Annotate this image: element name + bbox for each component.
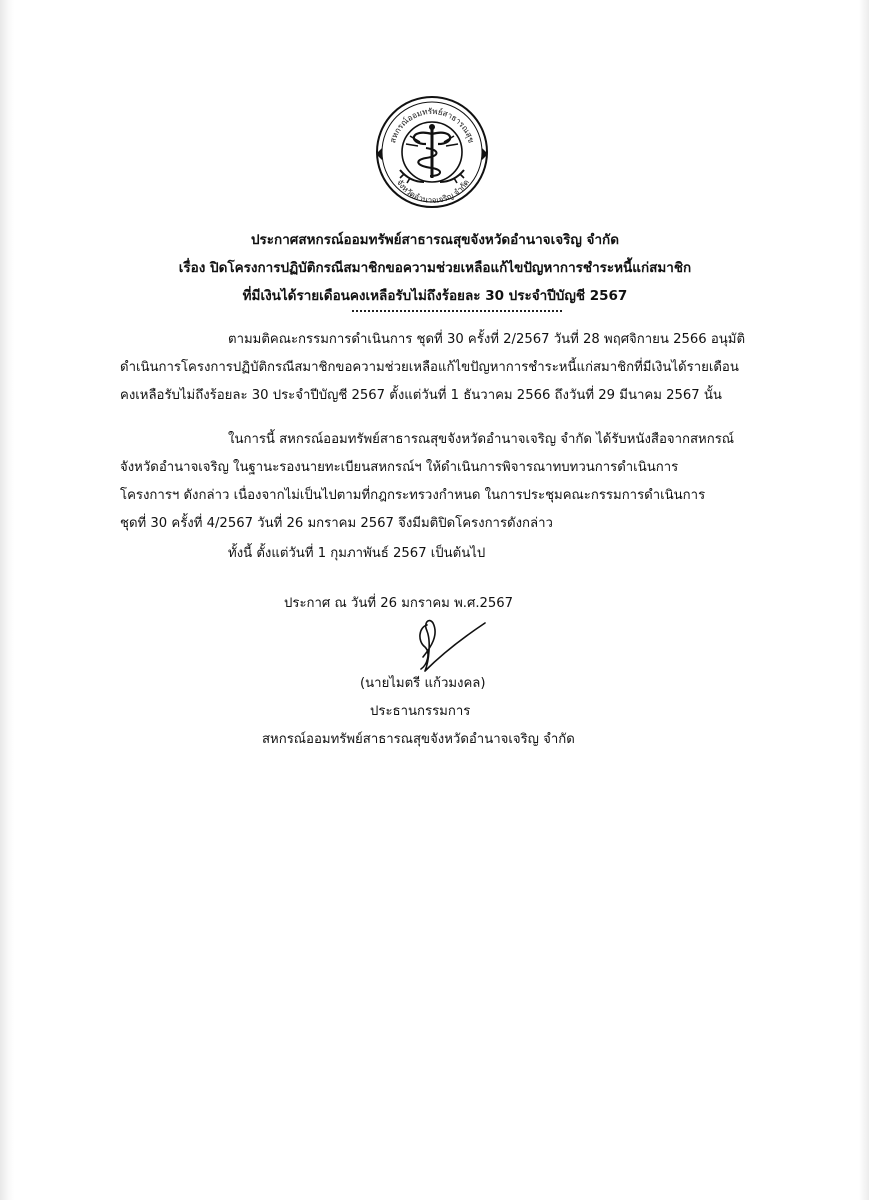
handwritten-signature [405,617,500,675]
page-edge-shadow-left [0,0,14,1200]
title-line-2: เรื่อง ปิดโครงการปฏิบัติกรณีสมาชิกขอความช่วยเหลือแก้ไขปัญหาการชำระหนี้แก่สมาชิก [178,260,692,276]
paragraph-1-line-2: ดำเนินการโครงการปฏิบัติกรณีสมาชิกขอความช่วยเหลือแก้ไขปัญหาการชำระหนี้แก่สมาชิกที่มีเงินได้รายเดือน [120,360,739,375]
seal-bottom-text: จังหวัดอำนาจเจริญ จำกัด [394,178,472,205]
signature-scribble-icon [405,617,500,675]
signatory-name: (นายไมตรี แก้วมงคล) [360,676,486,691]
signatory-organization: สหกรณ์ออมทรัพย์สาธารณสุขจังหวัดอำนาจเจริญ จำกัด [262,732,575,747]
cooperative-seal-logo [370,92,495,212]
seal-emblem-icon [370,92,495,212]
paragraph-2-line-1: ในการนี้ สหกรณ์ออมทรัพย์สาธารณสุขจังหวัดอำนาจเจริญ จำกัด ได้รับหนังสือจากสหกรณ์ [228,432,735,447]
signatory-position: ประธานกรรมการ [370,704,471,719]
title-line-1: ประกาศสหกรณ์ออมทรัพย์สาธารณสุขจังหวัดอำนาจเจริญ จำกัด [250,232,619,248]
paragraph-2-line-2: จังหวัดอำนาจเจริญ ในฐานะรองนายทะเบียนสหกรณ์ฯ ให้ดำเนินการพิจารณาทบทวนการดำเนินการ [120,460,679,475]
dotted-divider [352,310,562,312]
seal-top-text: สหกรณ์ออมทรัพย์สาธารณสุข [388,106,476,145]
paragraph-2-line-3: โครงการฯ ดังกล่าว เนื่องจากไม่เป็นไปตามที่กฎกระทรวงกำหนด ในการประชุมคณะกรรมการดำเนินการ [120,488,706,503]
effective-date-paragraph: ทั้งนี้ ตั้งแต่วันที่ 1 กุมภาพันธ์ 2567 เป็นต้นไป [228,546,486,561]
paragraph-1-line-3: คงเหลือรับไม่ถึงร้อยละ 30 ประจำปีบัญชี 2567 ตั้งแต่วันที่ 1 ธันวาคม 2566 ถึงวันที่ 29 มีนาคม 2567 นั้น [120,388,722,403]
title-line-3: ที่มีเงินได้รายเดือนคงเหลือรับไม่ถึงร้อยละ 30 ประจำปีบัญชี 2567 [242,288,628,304]
paragraph-1-line-1: ตามมติคณะกรรมการดำเนินการ ชุดที่ 30 ครั้งที่ 2/2567 วันที่ 28 พฤศจิกายน 2566 อนุมัติ [228,332,746,347]
announcement-date: ประกาศ ณ วันที่ 26 มกราคม พ.ศ.2567 [284,596,514,611]
announcement-title [120,226,750,310]
paragraph-2-line-4: ชุดที่ 30 ครั้งที่ 4/2567 วันที่ 26 มกราคม 2567 จึงมีมติปิดโครงการดังกล่าว [120,516,553,531]
page-edge-shadow-right [859,0,869,1200]
